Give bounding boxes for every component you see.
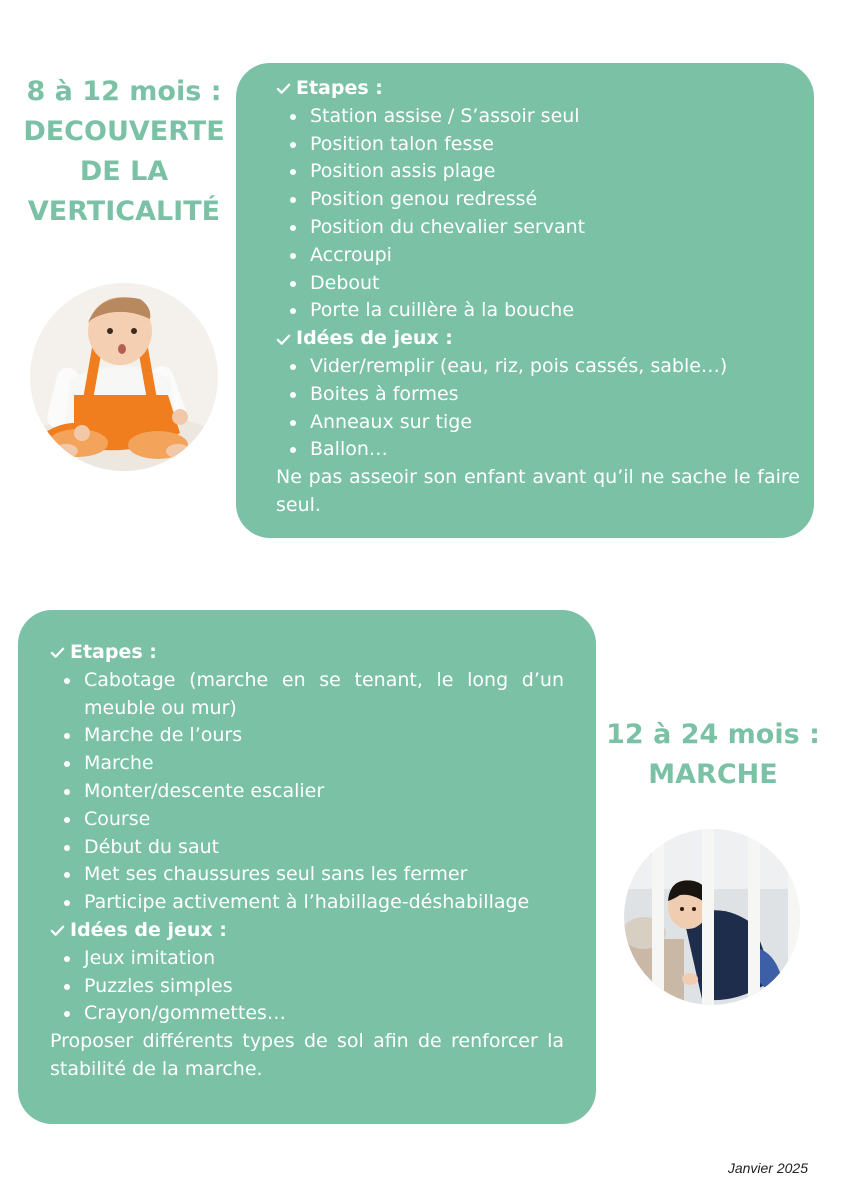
checkmark-icon	[276, 81, 291, 96]
list-item: Boites à formes	[310, 381, 800, 409]
list-item: Position genou redressé	[310, 186, 800, 214]
list-item: Position du chevalier servant	[310, 214, 800, 242]
list-item: Début du saut	[84, 834, 564, 862]
list-item: Porte la cuillère à la bouche	[310, 297, 800, 325]
checkmark-icon	[50, 923, 65, 938]
list-item: Marche	[84, 750, 564, 778]
list-item: Ballon…	[310, 436, 800, 464]
list-item: Met ses chaussures seul sans les fermer	[84, 861, 564, 889]
section2-card	[18, 610, 596, 1124]
section2-note: Proposer différents types de sol afin de renforcer la stabilité de la marche.	[50, 1030, 564, 1080]
list-item: Puzzles simples	[84, 973, 564, 1001]
etapes-heading	[276, 75, 800, 103]
list-item: Marche de l’ours	[84, 722, 564, 750]
etapes-heading	[50, 639, 564, 667]
jeux-heading-label: Idées de jeux :	[296, 327, 453, 350]
list-item: Cabotage (marche en se tenant, le long d’un meuble ou mur)	[84, 667, 564, 723]
etapes-list	[50, 667, 564, 917]
etapes-heading-label: Etapes :	[296, 77, 383, 99]
list-item: Participe activement à l’habillage-déshabillage	[84, 889, 564, 917]
etapes-list	[276, 103, 800, 325]
section1-title-line: DE LA	[79, 156, 169, 187]
checkmark-icon	[50, 645, 65, 660]
checkmark-icon	[276, 332, 291, 347]
section2-title-line: MARCHE	[648, 759, 778, 790]
jeux-heading	[276, 325, 800, 353]
section1-title-line: DECOUVERTE	[23, 116, 225, 147]
section1-card	[236, 63, 814, 538]
list-item: Jeux imitation	[84, 945, 564, 973]
toddler-gate-photo	[624, 829, 800, 1005]
jeux-heading	[50, 917, 564, 945]
list-item: Crayon/gommettes…	[84, 1000, 564, 1028]
jeux-list	[276, 353, 800, 464]
list-item: Accroupi	[310, 242, 800, 270]
baby-sitting-photo	[30, 283, 218, 471]
section2-title	[606, 715, 820, 795]
list-item: Position assis plage	[310, 158, 800, 186]
section1-title	[18, 72, 230, 232]
section2-title-line: 12 à 24 mois :	[606, 719, 820, 750]
footer-date: Janvier 2025	[727, 1160, 808, 1176]
etapes-heading-label: Etapes :	[70, 641, 157, 663]
list-item: Monter/descente escalier	[84, 778, 564, 806]
list-item: Station assise / S’assoir seul	[310, 103, 800, 131]
list-item: Anneaux sur tige	[310, 409, 800, 437]
jeux-heading-label: Idées de jeux :	[70, 918, 227, 941]
list-item: Debout	[310, 270, 800, 298]
list-item: Vider/remplir (eau, riz, pois cassés, sable…)	[310, 353, 800, 381]
jeux-list	[50, 945, 564, 1028]
list-item: Course	[84, 806, 564, 834]
section1-note: Ne pas asseoir son enfant avant qu’il ne sache le faire seul.	[276, 466, 800, 516]
baby-sitting-illustration	[30, 283, 218, 471]
list-item: Position talon fesse	[310, 131, 800, 159]
toddler-gate-illustration	[624, 829, 800, 1005]
section1-title-line: VERTICALITÉ	[27, 196, 221, 227]
section1-title-line: 8 à 12 mois :	[26, 76, 222, 107]
